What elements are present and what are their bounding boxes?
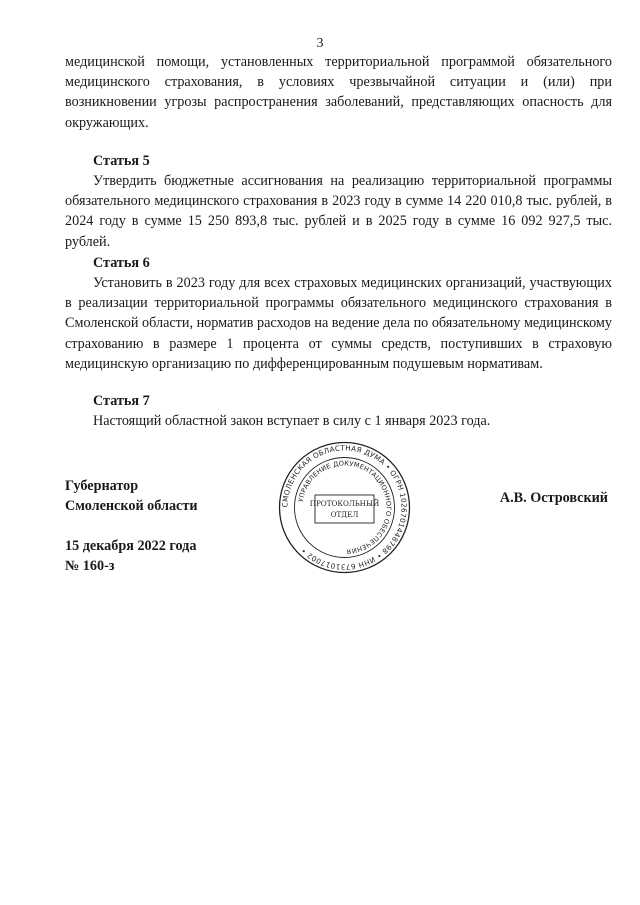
law-number: № 160-з	[65, 558, 115, 574]
article-6	[65, 253, 612, 374]
stamp-center-line2: ОТДЕЛ	[330, 510, 359, 519]
stamp-center-line1: ПРОТОКОЛЬНЫЙ	[309, 499, 380, 508]
article-title: Статья 5	[93, 153, 150, 169]
signature-block	[65, 476, 198, 576]
article-text: Утвердить бюджетные ассигнования на реализацию территориальной программы обязательного медицинского страхования в 2023 году в сумме 14 220 010,8 тыс. рублей, в 2024 году в сумме 15 250 893,8 тыс. рублей и в 2025 году в сумме 16 092 927,5 тыс. рублей.	[65, 173, 612, 250]
stamp-inner-text: УПРАВЛЕНИЕ ДОКУМЕНТАЦИОННОГО ОБЕСПЕЧЕНИЯ	[296, 459, 393, 556]
signatory-name: А.В. Островский	[499, 490, 608, 506]
article-5	[65, 151, 612, 252]
article-text: Установить в 2023 году для всех страховых медицинских организаций, участвующих в реализации территориальной программы обязательного медицинского страхования в Смоленской области, норматив расходов на ведение дела по обязательному медицинскому страхованию в размере 1 процента от суммы средств, поступивших в страховую медицинскую организацию по дифференцированным подушевым нормативам.	[65, 275, 612, 372]
article-title: Статья 6	[93, 255, 150, 271]
signatory-region: Смоленской области	[65, 498, 198, 514]
page-number: 3	[316, 36, 324, 51]
signatory-position: Губернатор	[65, 478, 139, 494]
article-title: Статья 7	[93, 393, 150, 409]
official-stamp	[277, 440, 412, 575]
article-7	[65, 391, 612, 431]
article-text: Настоящий областной закон вступает в силу с 1 января 2023 года.	[93, 413, 491, 429]
law-date: 15 декабря 2022 года	[65, 538, 197, 554]
stamp-outer-text: СМОЛЕНСКАЯ ОБЛАСТНАЯ ДУМА • ОГРН 1026701448798 • ИНН 6731017002 •	[280, 443, 409, 572]
intro-paragraph: медицинской помощи, установленных территориальной программой обязательного медицинского страхования, в условиях чрезвычайной ситуации и (или) при возникновении угрозы распространения заболеваний, представляющих опасность для окружающих.	[65, 54, 612, 131]
